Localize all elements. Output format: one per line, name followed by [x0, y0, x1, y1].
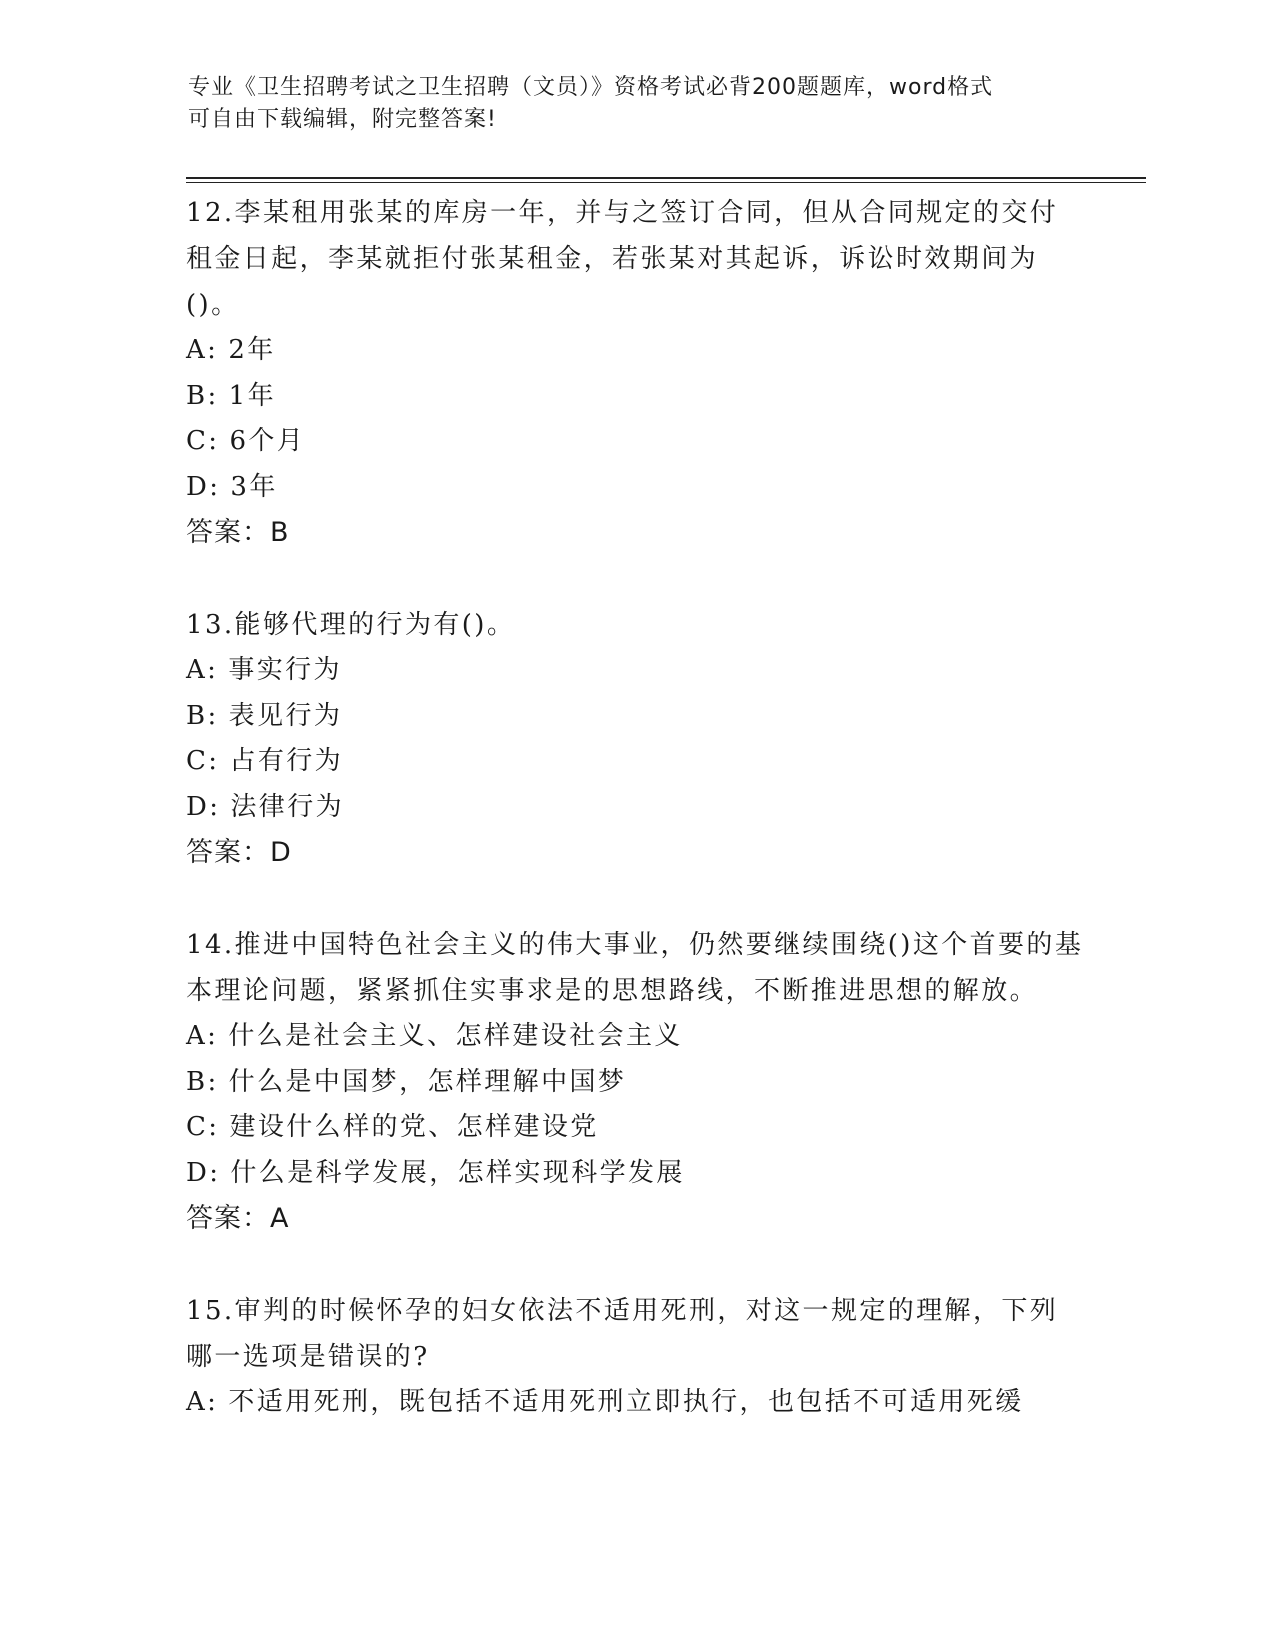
option-a [186, 1380, 1086, 1426]
question-list [186, 190, 1086, 1426]
option-c [186, 739, 1086, 785]
question-spacer [186, 555, 1086, 602]
option-c [186, 1105, 1086, 1151]
header-line-2: 可自由下载编辑，附完整答案! [188, 107, 497, 132]
option-letter: B: [186, 380, 219, 411]
option-d [186, 785, 1086, 831]
option-letter: C: [186, 746, 220, 776]
option-letter: A: [186, 1021, 219, 1051]
option-letter: D: [186, 1157, 221, 1188]
option-letter: C: [186, 426, 220, 456]
option-text: 什么是中国梦，怎样理解中国梦 [228, 1066, 627, 1097]
option-text: 什么是社会主义、怎样建设社会主义 [228, 1021, 683, 1051]
header-line-1: 专业《卫生招聘考试之卫生招聘（文员）》资格考试必背200题题库，word格式 [188, 75, 994, 100]
option-text: 什么是科学发展，怎样实现科学发展 [230, 1157, 685, 1188]
option-a [186, 1014, 1086, 1060]
answer-line: 答案：A [186, 1203, 290, 1234]
option-letter: D: [186, 471, 221, 502]
option-letter: D: [186, 791, 221, 822]
question-stem: 13.能够代理的行为有()。 [186, 610, 516, 640]
option-b [186, 374, 1086, 420]
option-a [186, 328, 1086, 374]
option-text: 建设什么样的党、怎样建设党 [229, 1112, 599, 1142]
question-stem: 14.推进中国特色社会主义的伟大事业，仍然要继续围绕()这个首要的基本理论问题，紧紧抓住实事求是的思想路线，不断推进思想的解放。 [186, 930, 1084, 1006]
question-14 [186, 922, 1086, 1241]
option-a [186, 648, 1086, 694]
option-d [186, 465, 1086, 511]
question-15 [186, 1288, 1086, 1426]
option-text: 表见行为 [228, 700, 343, 731]
question-stem: 15.审判的时候怀孕的妇女依法不适用死刑，对这一规定的理解，下列哪一选项是错误的? [186, 1296, 1059, 1372]
question-12 [186, 190, 1086, 555]
option-text: 法律行为 [230, 791, 345, 822]
option-text: 6个月 [229, 426, 306, 456]
header-rule-thick [186, 177, 1146, 179]
option-letter: A: [186, 1387, 219, 1417]
question-spacer [186, 875, 1086, 922]
document-header [188, 72, 1068, 136]
question-spacer [186, 1241, 1086, 1288]
option-text: 3年 [230, 471, 278, 502]
question-13 [186, 602, 1086, 875]
option-d [186, 1151, 1086, 1197]
option-c [186, 419, 1086, 465]
option-text: 1年 [228, 380, 277, 411]
option-text: 2年 [228, 335, 276, 365]
option-letter: B: [186, 1066, 219, 1097]
option-letter: A: [186, 655, 219, 685]
header-rule-thin [186, 182, 1146, 183]
answer-line: 答案：B [186, 517, 290, 548]
option-letter: A: [186, 335, 219, 365]
option-text: 占有行为 [229, 746, 344, 776]
option-letter: B: [186, 700, 219, 731]
option-letter: C: [186, 1112, 220, 1142]
option-b [186, 694, 1086, 740]
option-b [186, 1060, 1086, 1106]
question-stem: 12.李某租用张某的库房一年，并与之签订合同，但从合同规定的交付租金日起，李某就拒付张某租金，若张某对其起诉，诉讼时效期间为()。 [186, 198, 1059, 320]
answer-line: 答案：D [186, 837, 292, 868]
option-text: 不适用死刑，既包括不适用死刑立即执行，也包括不可适用死缓 [228, 1387, 1024, 1417]
option-text: 事实行为 [228, 655, 342, 685]
